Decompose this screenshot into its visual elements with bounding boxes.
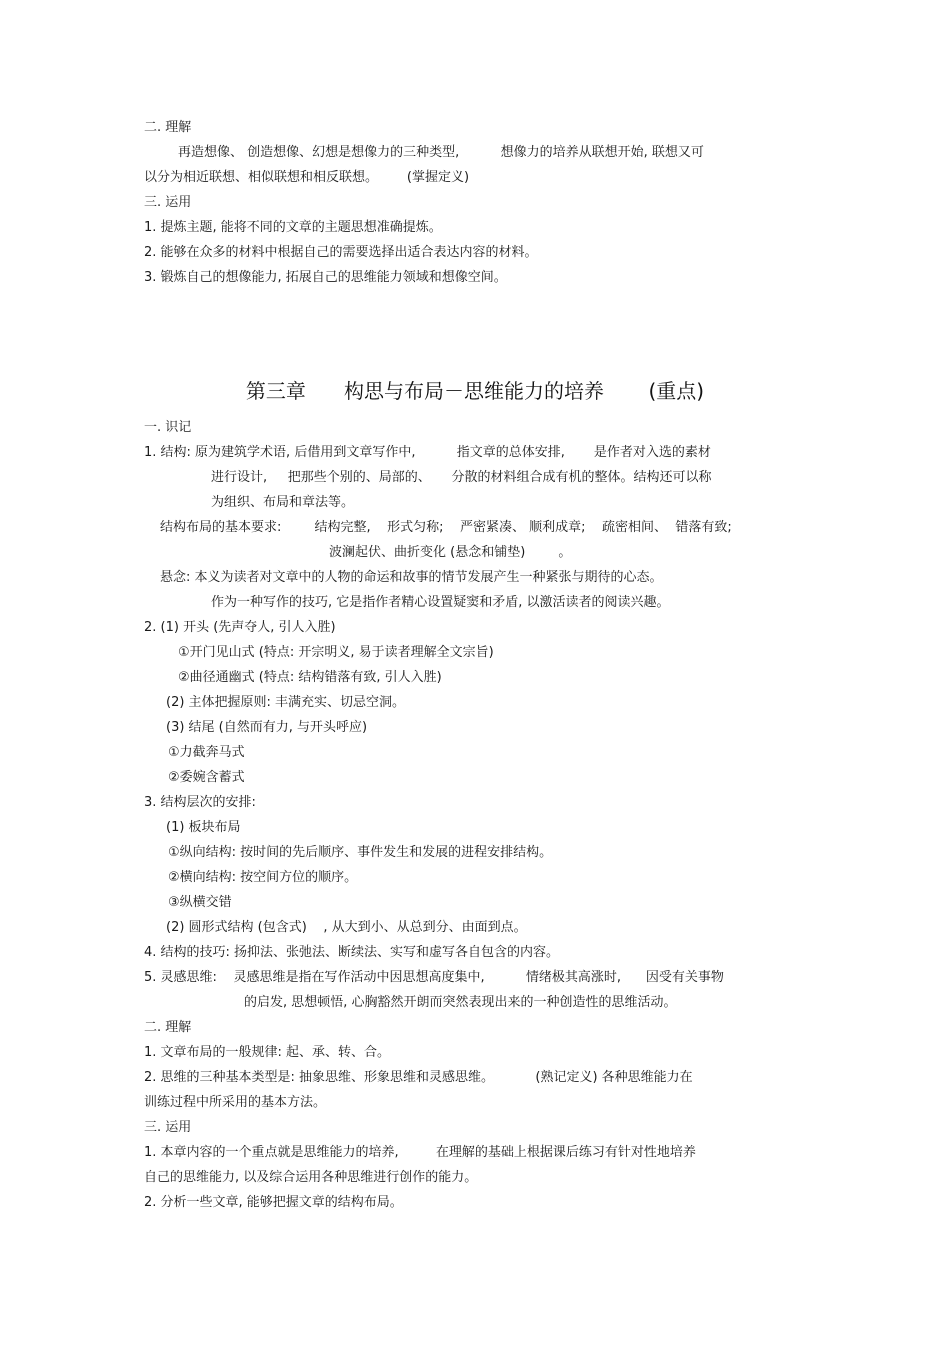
list-item: ②横向结构: 按空间方位的顺序。 [168, 870, 358, 885]
list-item: ①力截奔马式 [168, 745, 245, 760]
list-item: 2. 能够在众多的材料中根据自己的需要选择出适合表达内容的材料。 [144, 245, 538, 260]
list-item: ②委婉含蓄式 [168, 770, 245, 785]
paragraph-line: 训练过程中所采用的基本方法。 [144, 1095, 327, 1110]
paragraph-line: 1. 结构: 原为建筑学术语, 后借用到文章写作中, 指文章的总体安排, 是作者对入选的素材 [144, 445, 711, 460]
list-item: ①开门见山式 (特点: 开宗明义, 易于读者理解全文宗旨) [178, 645, 494, 660]
paragraph-line: 为组织、布局和章法等。 [211, 495, 355, 510]
list-item: 3. 结构层次的安排: [144, 795, 256, 810]
paragraph-line: 结构布局的基本要求: 结构完整, 形式匀称; 严密紧凑、 顺利成章; 疏密相间、 错落有致; [160, 520, 732, 535]
section-heading-apply: 三. 运用 [144, 195, 192, 210]
list-item: (2) 圆形式结构 (包含式) , 从大到小、从总到分、由面到点。 [166, 920, 527, 935]
paragraph-line: 进行设计, 把那些个别的、局部的、 分散的材料组合成有机的整体。结构还可以称 [211, 470, 712, 485]
list-item: ①纵向结构: 按时间的先后顺序、事件发生和发展的进程安排结构。 [168, 845, 553, 860]
list-item: ②曲径通幽式 (特点: 结构错落有致, 引人入胜) [178, 670, 442, 685]
paragraph-line: 作为一种写作的技巧, 它是指作者精心设置疑窦和矛盾, 以激活读者的阅读兴趣。 [211, 595, 670, 610]
list-item: (2) 主体把握原则: 丰满充实、切忌空洞。 [166, 695, 406, 710]
paragraph-line: 波澜起伏、曲折变化 (悬念和铺垫) 。 [329, 545, 572, 560]
section-heading-memorize: 一. 识记 [144, 420, 192, 435]
list-item: 2. 思维的三种基本类型是: 抽象思维、形象思维和灵感思维。 (熟记定义) 各种思维能力在 [144, 1070, 693, 1085]
list-item: ③纵横交错 [168, 895, 232, 910]
list-item: 1. 文章布局的一般规律: 起、承、转、合。 [144, 1045, 391, 1060]
chapter-title: 第三章 构思与布局－思维能力的培养 (重点) [245, 379, 705, 403]
paragraph-line: 的启发, 思想顿悟, 心胸豁然开朗而突然表现出来的一种创造性的思维活动。 [244, 995, 677, 1010]
section-heading-understand: 二. 理解 [144, 120, 192, 135]
list-item: 1. 提炼主题, 能将不同的文章的主题思想准确提炼。 [144, 220, 442, 235]
list-item: (3) 结尾 (自然而有力, 与开头呼应) [166, 720, 368, 735]
list-item: 2. 分析一些文章, 能够把握文章的结构布局。 [144, 1195, 403, 1210]
section-heading-understand: 二. 理解 [144, 1020, 192, 1035]
list-item: (1) 板块布局 [166, 820, 241, 835]
paragraph-line: 自己的思维能力, 以及综合运用各种思维进行创作的能力。 [144, 1170, 478, 1185]
paragraph-line: 悬念: 本义为读者对文章中的人物的命运和故事的情节发展产生一种紧张与期待的心态。 [160, 570, 663, 585]
paragraph-line: 以分为相近联想、相似联想和相反联想。 (掌握定义) [144, 170, 470, 185]
list-item: 4. 结构的技巧: 扬抑法、张弛法、断续法、实写和虚写各自包含的内容。 [144, 945, 560, 960]
list-item: 2. (1) 开头 (先声夺人, 引人入胜) [144, 620, 336, 635]
list-item: 1. 本章内容的一个重点就是思维能力的培养, 在理解的基础上根据课后练习有针对性地培养 [144, 1145, 696, 1160]
paragraph-line: 再造想像、 创造想像、幻想是想像力的三种类型, 想像力的培养从联想开始, 联想又可 [178, 145, 704, 160]
list-item: 5. 灵感思维: 灵感思维是指在写作活动中因思想高度集中, 情绪极其高涨时, 因受有关事物 [144, 970, 724, 985]
list-item: 3. 锻炼自己的想像能力, 拓展自己的思维能力领域和想像空间。 [144, 270, 507, 285]
section-heading-apply: 三. 运用 [144, 1120, 192, 1135]
